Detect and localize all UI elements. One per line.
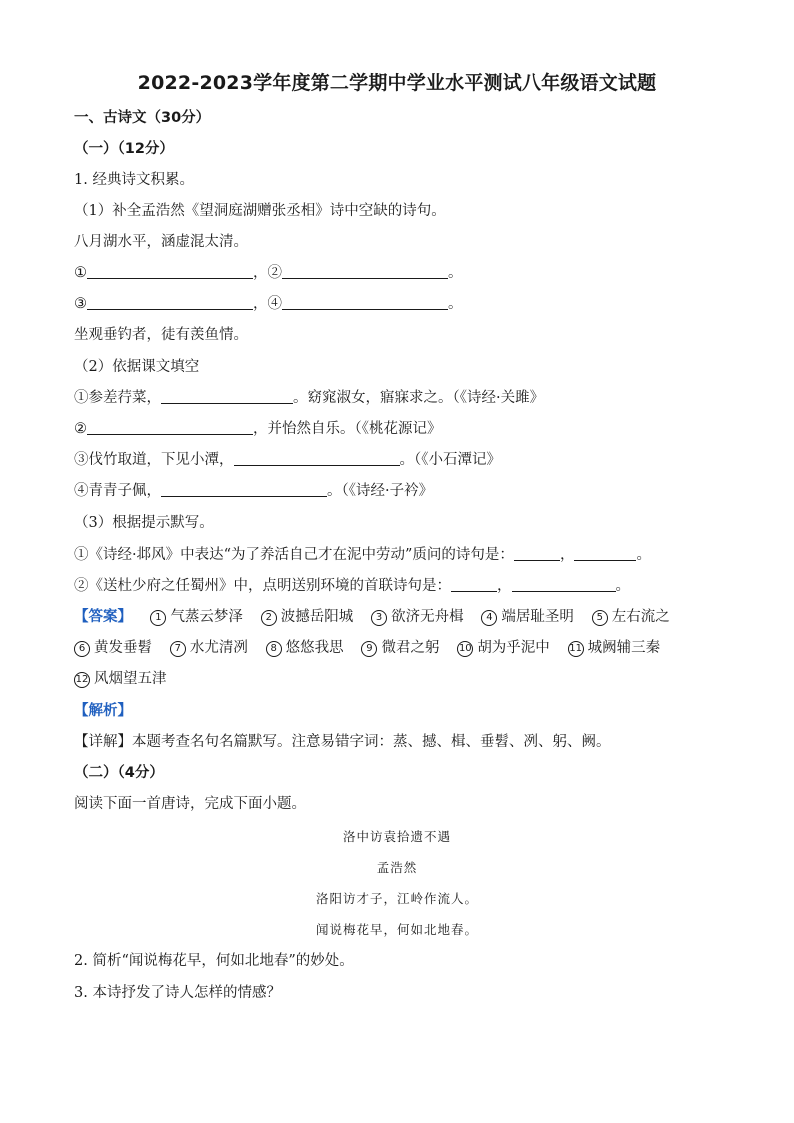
fill-row-d	[74, 481, 433, 501]
answer-item	[568, 640, 661, 656]
poem-author: 孟浩然	[376, 860, 418, 875]
marker: ①	[74, 265, 87, 281]
answer-number: 2	[261, 610, 277, 626]
answer-items	[74, 609, 688, 687]
answer-blank-10[interactable]	[574, 545, 636, 561]
poem-line-2: 闻说梅花早，何如北地春。	[315, 922, 478, 937]
answer-item	[457, 640, 550, 656]
text: 。窈窕淑女，寤寐求之。（《诗经·关雎》	[293, 390, 545, 406]
marker: ③	[74, 296, 87, 312]
answer-number: 8	[266, 641, 282, 657]
analysis-tag: 【解析】	[74, 703, 132, 719]
answer-blank-3[interactable]	[87, 294, 253, 310]
section-heading: 一、古诗文（30分）	[74, 110, 211, 126]
fill-row-c	[74, 450, 501, 470]
answer-text: 欲济无舟楫	[391, 609, 464, 625]
part-heading-1: （一）（12分）	[74, 141, 174, 157]
poem-title: 洛中访袁拾遗不遇	[342, 829, 451, 844]
poem-line: 八月湖水平，涵虚混太清。	[74, 234, 248, 250]
answer-blank-12[interactable]	[512, 576, 616, 592]
answer-text: 左右流之	[611, 609, 670, 625]
fill-row-f	[74, 576, 630, 596]
punct: ，	[559, 547, 575, 563]
page-title: 2022-2023学年度第二学期中学业水平测试八年级语文试题	[137, 72, 657, 94]
blank-row-1	[74, 263, 463, 283]
fill-row-a	[74, 388, 544, 408]
answer-text: 微君之躬	[381, 640, 440, 656]
answer-blank-6[interactable]	[87, 419, 253, 435]
part-heading-2: （二）（4分）	[74, 765, 164, 781]
answer-text: 波撼岳阳城	[280, 609, 354, 625]
answer-number: 5	[592, 610, 608, 626]
answer-number: 6	[74, 641, 90, 657]
question-2: 2. 简析“闻说梅花早，何如北地春”的妙处。	[74, 953, 354, 969]
answer-text: 端居耻圣明	[501, 609, 574, 625]
answer-text: 胡为乎泥中	[477, 640, 550, 656]
answer-blank-2[interactable]	[282, 263, 448, 279]
answer-text: 风烟望五津	[94, 671, 167, 687]
answer-blank-7[interactable]	[234, 450, 400, 466]
answer-blank-5[interactable]	[161, 388, 293, 404]
answer-item	[170, 640, 248, 656]
fill-row-e	[74, 545, 651, 565]
answer-text: 气蒸云梦泽	[170, 609, 243, 625]
answer-item	[481, 609, 574, 625]
text: 。（《小石潭记》	[399, 452, 501, 468]
question-1-1-prompt: （1）补全孟浩然《望洞庭湖赠张丞相》诗中空缺的诗句。	[74, 203, 446, 219]
answer-item	[261, 609, 354, 625]
text: ③伐竹取道，下见小潭，	[74, 452, 234, 468]
text: 。（《诗经·子衿》	[327, 483, 434, 499]
answer-blank-8[interactable]	[161, 481, 327, 497]
question-3: 3. 本诗抒发了诗人怎样的情感？	[74, 985, 281, 1001]
answer-block	[74, 602, 724, 695]
punct: 。	[636, 547, 651, 563]
text: ①参差荇菜，	[74, 390, 161, 406]
answer-blank-9[interactable]	[514, 545, 560, 561]
answer-item	[361, 640, 439, 656]
answer-number: 10	[457, 641, 473, 657]
text: ②《送杜少府之任蜀州》中，点明送别环境的首联诗句是：	[74, 578, 451, 594]
answer-number: 3	[371, 610, 387, 626]
answer-number: 12	[74, 672, 90, 688]
answer-item	[592, 609, 670, 625]
question-1: 1. 经典诗文积累。	[74, 172, 194, 188]
answer-number: 9	[361, 641, 377, 657]
answer-item	[74, 671, 167, 687]
answer-number: 11	[568, 641, 584, 657]
marker: ，④	[253, 296, 282, 312]
text: ②	[74, 421, 87, 437]
answer-blank-11[interactable]	[451, 576, 497, 592]
punct: 。	[448, 265, 463, 281]
poem-line: 坐观垂钓者，徒有羡鱼情。	[74, 327, 248, 343]
answer-text: 城阙辅三秦	[587, 640, 661, 656]
punct: ，	[497, 578, 512, 594]
punct: 。	[615, 578, 630, 594]
answer-number: 1	[150, 610, 166, 626]
reading-instruction: 阅读下面一首唐诗，完成下面小题。	[74, 796, 306, 812]
marker: ，②	[253, 265, 282, 281]
answer-text: 水尤清冽	[189, 640, 248, 656]
answer-item	[150, 609, 243, 625]
answer-number: 7	[170, 641, 186, 657]
text: ，并怡然自乐。（《桃花源记》	[253, 421, 442, 437]
answer-item	[74, 640, 152, 656]
text: ①《诗经·邶风》中表达“为了养活自己才在泥中劳动”质问的诗句是：	[74, 547, 514, 563]
poem-line-1: 洛阳访才子，江岭作流人。	[315, 891, 478, 906]
punct: 。	[448, 296, 463, 312]
detail-text: 【详解】本题考查名句名篇默写。注意易错字词：蒸、撼、楫、垂髫、冽、躬、阙。	[74, 734, 611, 750]
answer-item	[371, 609, 464, 625]
blank-row-2	[74, 294, 463, 314]
answer-item	[266, 640, 344, 656]
question-1-2-prompt: （2）依据课文填空	[74, 359, 200, 375]
fill-row-b	[74, 419, 442, 439]
answer-blank-1[interactable]	[87, 263, 253, 279]
answer-number: 4	[481, 610, 497, 626]
question-1-3-prompt: （3）根据提示默写。	[74, 515, 214, 531]
text: ④青青子佩，	[74, 483, 161, 499]
answer-text: 悠悠我思	[285, 640, 344, 656]
answer-blank-4[interactable]	[282, 294, 448, 310]
answer-tag: 【答案】	[74, 609, 132, 625]
answer-text: 黄发垂髫	[94, 640, 152, 656]
